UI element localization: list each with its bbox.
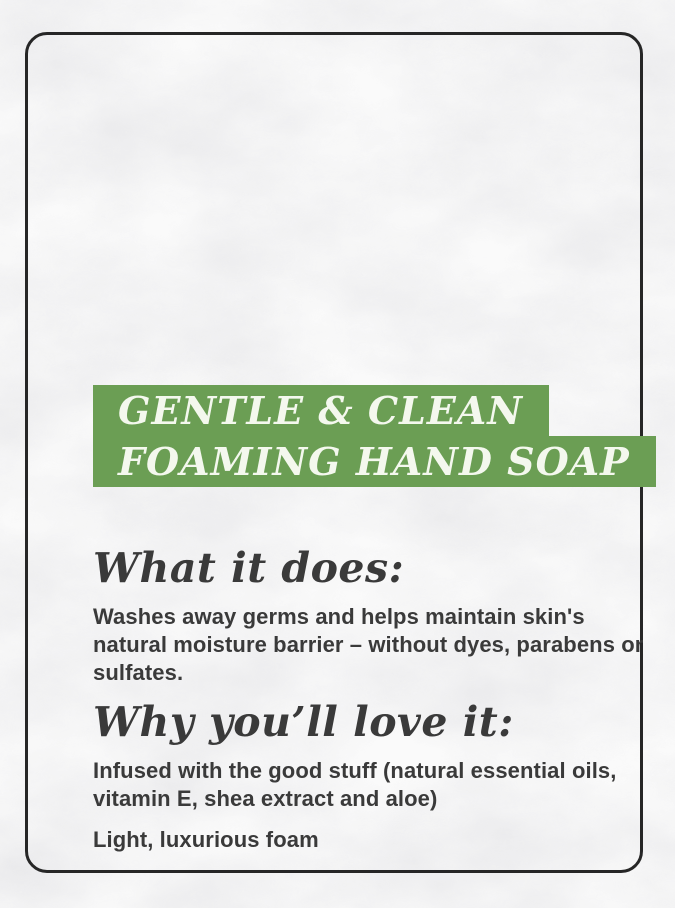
section-heading-why-youll-love-it: Why you’ll love it: — [93, 698, 514, 746]
product-title-line-2: FOAMING HAND SOAP — [93, 436, 656, 487]
product-title-banner — [93, 385, 656, 487]
section-why-youll-love-it — [93, 697, 655, 867]
section-paragraph-infused: Infused with the good stuff (natural essential oils, vitamin E, shea extract and aloe) — [93, 758, 617, 811]
product-title-line-1: GENTLE & CLEAN — [93, 385, 549, 436]
section-paragraph-foam: Light, luxurious foam — [93, 827, 319, 852]
section-paragraph-what-it-does: Washes away germs and helps maintain skin's natural moisture barrier – without dyes, parabens or sulfates. — [93, 604, 644, 685]
section-what-it-does — [93, 543, 655, 700]
section-heading-what-it-does: What it does: — [93, 544, 405, 592]
product-label-card — [25, 32, 643, 873]
